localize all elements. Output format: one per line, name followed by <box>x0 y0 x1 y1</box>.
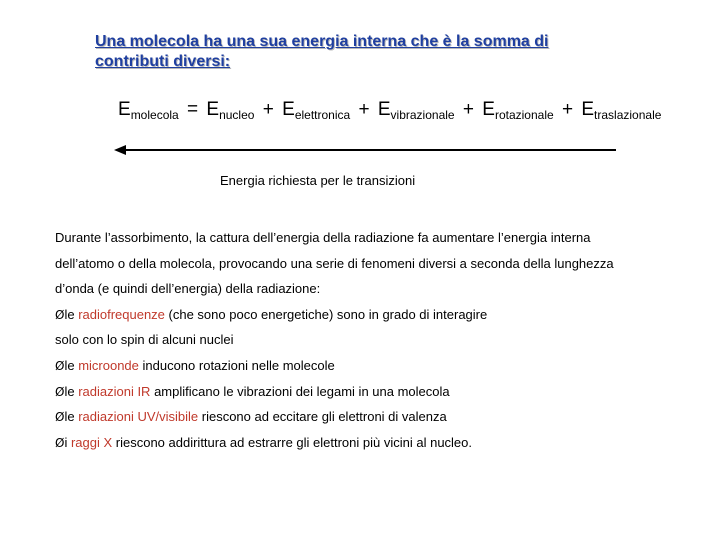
eq-equals: = <box>187 99 199 120</box>
arrow-bullet-icon: Ø <box>55 384 65 399</box>
eq-sub-nucleo: nucleo <box>219 108 255 122</box>
eq-e: E <box>206 99 220 120</box>
left-arrow-icon <box>114 142 618 158</box>
item-text: riescono addirittura ad estrarre gli elettroni più vicini al nucleo. <box>112 434 473 450</box>
arrow-bullet-icon: Ø <box>55 410 65 425</box>
eq-sub-elettronica: elettronica <box>294 108 351 122</box>
arrow-bullet-icon: Ø <box>55 358 65 373</box>
eq-e: E <box>581 99 595 120</box>
eq-plus: + <box>262 99 274 120</box>
eq-e: E <box>482 99 495 120</box>
bullet-item-uv-visibile <box>55 407 665 433</box>
arrow-bullet-icon: Ø <box>55 435 65 450</box>
eq-plus: + <box>462 99 474 120</box>
bullet-item-microonde <box>55 356 665 382</box>
item-prefix: le <box>64 357 79 373</box>
body-text <box>55 228 665 458</box>
title-line-2: contributi diversi: <box>95 53 231 70</box>
eq-e: E <box>377 99 391 120</box>
eq-plus: + <box>358 99 370 120</box>
bullet-item-radiofrequenze <box>55 305 665 331</box>
eq-sub-rotazionale: rotazionale <box>494 108 554 122</box>
title-line-1: Una molecola ha una sua energia interna che è la somma di <box>95 33 549 50</box>
eq-e: E <box>118 99 131 120</box>
item-highlight: radiazioni UV/visibile <box>78 409 199 425</box>
eq-sub-traslazionale: traslazionale <box>594 108 662 122</box>
bullet-item-ir <box>55 382 665 408</box>
slide-title <box>95 32 655 72</box>
arrow-caption: Energia richiesta per le transizioni <box>220 173 416 188</box>
item-text: amplificano le vibrazioni dei legami in una molecola <box>150 383 450 399</box>
item-highlight: radiazioni IR <box>78 383 151 399</box>
item-prefix: i <box>64 434 71 450</box>
energy-equation <box>118 98 661 127</box>
eq-plus: + <box>561 99 574 120</box>
eq-sub-molecola: molecola <box>130 108 179 122</box>
item-prefix: le <box>64 409 79 425</box>
item-highlight: microonde <box>78 357 139 373</box>
paragraph-line: d’onda (e quindi dell’energia) della radiazione: <box>55 281 321 297</box>
item-highlight: radiofrequenze <box>78 306 165 322</box>
item-prefix: le <box>64 306 79 322</box>
item-text: riescono ad eccitare gli elettroni di valenza <box>198 409 447 425</box>
energy-arrow <box>114 142 618 158</box>
item-text: inducono rotazioni nelle molecole <box>138 357 335 373</box>
paragraph-line: dell’atomo o della molecola, provocando una serie di fenomeni diversi a seconda della lunghezza <box>55 255 614 271</box>
item-prefix: le <box>64 383 79 399</box>
paragraph-line: Durante l’assorbimento, la cattura dell’energia della radiazione fa aumentare l’energia interna <box>55 230 591 245</box>
eq-e: E <box>282 99 295 120</box>
bullet-item-raggi-x <box>55 433 665 459</box>
arrow-bullet-icon: Ø <box>55 307 65 322</box>
bullet-item-continuation: solo con lo spin di alcuni nuclei <box>55 332 234 348</box>
item-text: (che sono poco energetiche) sono in grado di interagire <box>164 306 488 322</box>
eq-sub-vibrazionale: vibrazionale <box>390 108 455 122</box>
item-highlight: raggi X <box>70 434 113 450</box>
